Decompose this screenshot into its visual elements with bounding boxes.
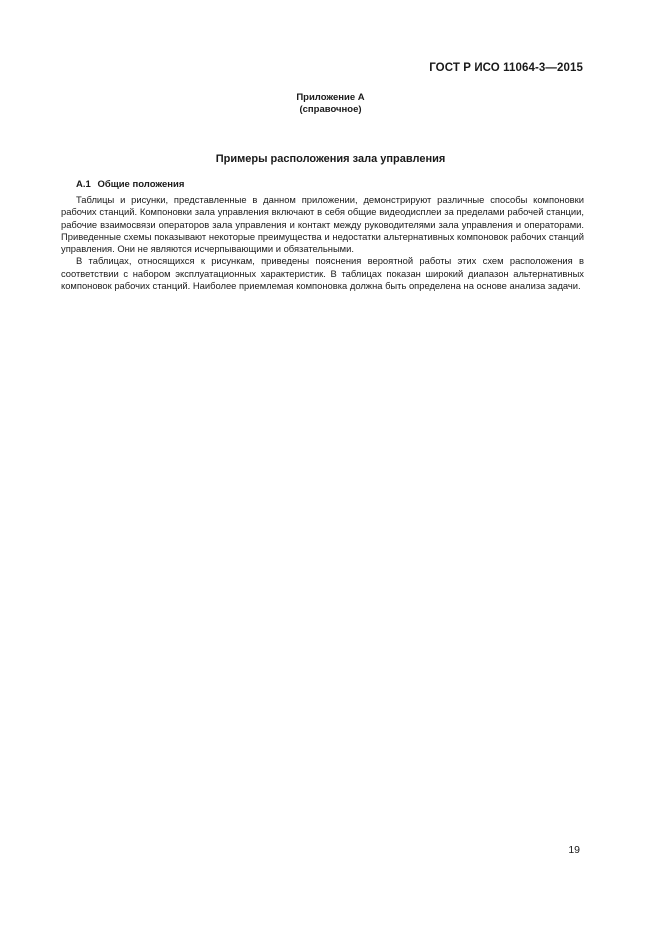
subsection-title: Общие положения (97, 179, 185, 190)
subsection-heading (76, 179, 184, 190)
paragraph-1: Таблицы и рисунки, представленные в данном приложении, демонстрируют различные способы компоновки рабочих станций. Компоновки зала управления включают в себя общие видеодисплеи за пределами рабочей станции, рабочие взаимосвязи операторов зала управления и контакт между руководителями зала управления и операторами. Приведенные схемы показывают некоторые преимущества и недостатки альтернативных компоновок рабочих станций управления. Они не являются исчерпывающими и обязательными. (61, 194, 584, 255)
subsection-number: А.1 (76, 179, 91, 190)
appendix-title: Приложение А (296, 92, 365, 103)
appendix-subtitle: (справочное) (299, 104, 362, 115)
appendix-heading (0, 92, 661, 116)
page-number: 19 (568, 844, 580, 856)
body-text (61, 194, 584, 292)
paragraph-2: В таблицах, относящихся к рисункам, приведены пояснения вероятной работы этих схем расположения в соответствии с набором эксплуатационных характеристик. В таблицах показан широкий диапазон альтернативных компоновок рабочих станций. Наиболее приемлемая компоновка должна быть определена на основе анализа задачи. (61, 255, 584, 292)
section-title: Примеры расположения зала управления (215, 153, 446, 165)
document-code: ГОСТ Р ИСО 11064-3—2015 (429, 62, 583, 74)
